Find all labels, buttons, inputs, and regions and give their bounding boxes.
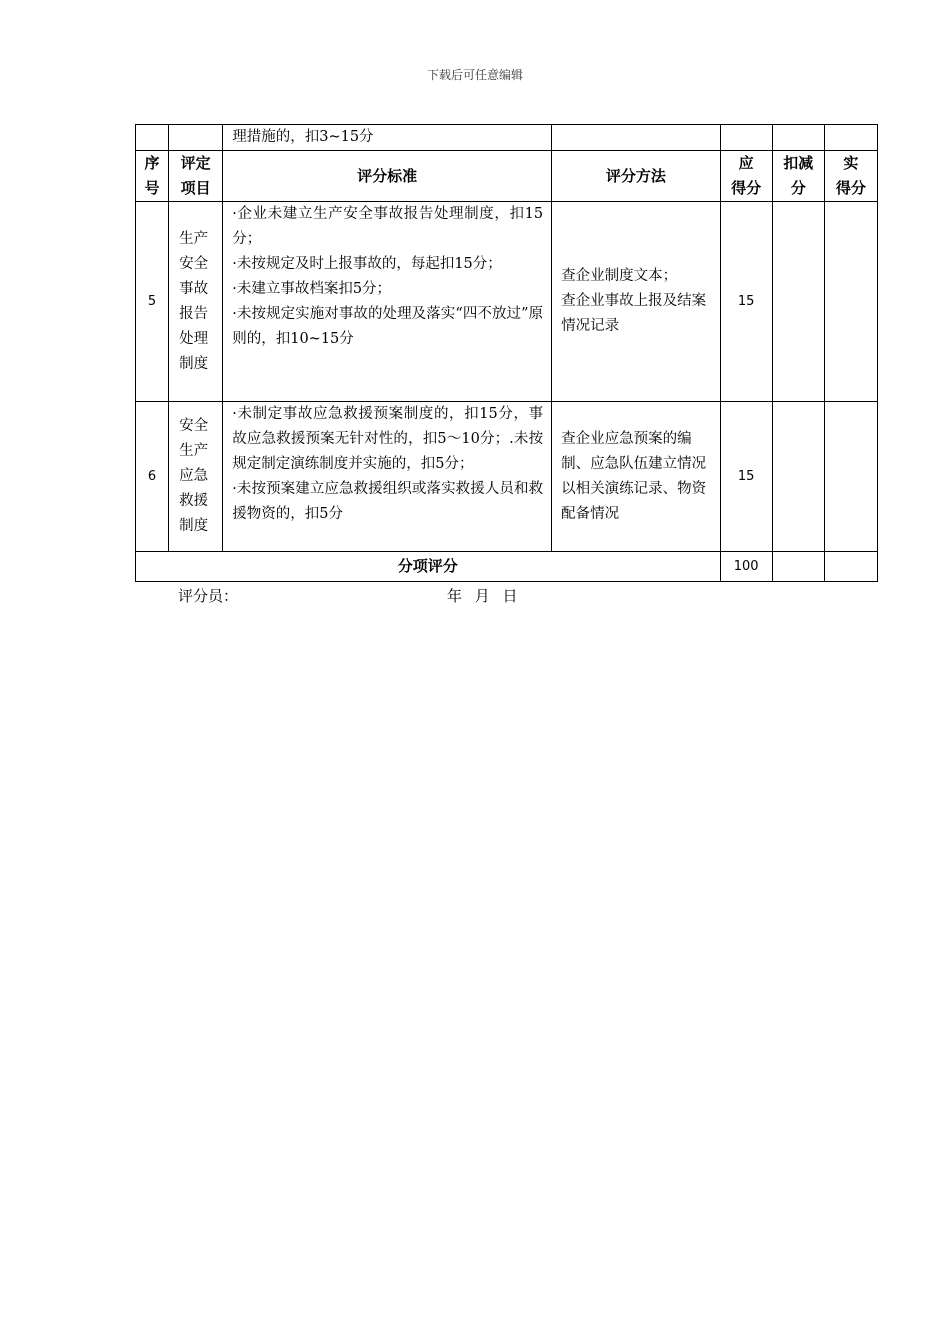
row-standard: ·企业未建立生产安全事故报告处理制度，扣15分； ·未按规定及时上报事故的，每起扣15分； ·未建立事故档案扣5分； ·未按规定实施对事故的处理及落实“四不放过”原则的，扣10~15分 xyxy=(223,202,552,402)
col-header-deduct: 扣减 分 xyxy=(772,151,824,202)
row-method: 查企业应急预案的编制、应急队伍建立情况以相关演练记录、物资配备情况 xyxy=(552,402,720,552)
cell-empty xyxy=(136,125,169,151)
row-index: 6 xyxy=(136,402,169,552)
col-header-standard: 评分标准 xyxy=(223,151,552,202)
total-should-score: 100 xyxy=(720,552,772,582)
col-header-item: 评定 项目 xyxy=(169,151,223,202)
row-should-score: 15 xyxy=(720,202,772,402)
total-row xyxy=(136,552,878,582)
cell-empty xyxy=(552,125,720,151)
total-deduct xyxy=(772,552,824,582)
col-header-method: 评分方法 xyxy=(552,151,720,202)
continuation-standard: 理措施的，扣3~15分 xyxy=(223,125,552,151)
cell-empty xyxy=(824,125,877,151)
col-header-should-score: 应 得分 xyxy=(720,151,772,202)
row-actual xyxy=(824,202,877,402)
cell-empty xyxy=(169,125,223,151)
table-row xyxy=(136,202,878,402)
date-label: 年 月 日 xyxy=(447,587,518,605)
row-index: 5 xyxy=(136,202,169,402)
row-standard: ·未制定事故应急救援预案制度的，扣15分，事故应急救援预案无针对性的，扣5～10分；.未按规定制定演练制度并实施的，扣5分； ·未按预案建立应急救援组织或落实救援人员和救援物资的，扣5分 xyxy=(223,402,552,552)
cell-empty xyxy=(772,125,824,151)
row-method: 查企业制度文本； 查企业事故上报及结案情况记录 xyxy=(552,202,720,402)
evaluator-label: 评分员： xyxy=(178,587,239,605)
header-row xyxy=(136,151,878,202)
total-label: 分项评分 xyxy=(136,552,721,582)
cell-empty xyxy=(720,125,772,151)
continuation-row xyxy=(136,125,878,151)
row-item: 生产 安全 事故 报告 处理 制度 xyxy=(169,202,223,402)
row-should-score: 15 xyxy=(720,402,772,552)
row-deduct xyxy=(772,402,824,552)
table-row xyxy=(136,402,878,552)
row-item: 安全 生产 应急 救援 制度 xyxy=(169,402,223,552)
row-deduct xyxy=(772,202,824,402)
row-actual xyxy=(824,402,877,552)
page-header-note: 下载后可任意编辑 xyxy=(426,68,523,82)
total-actual xyxy=(824,552,877,582)
col-header-actual: 实 得分 xyxy=(824,151,877,202)
score-table xyxy=(135,124,878,582)
col-header-index: 序 号 xyxy=(136,151,169,202)
